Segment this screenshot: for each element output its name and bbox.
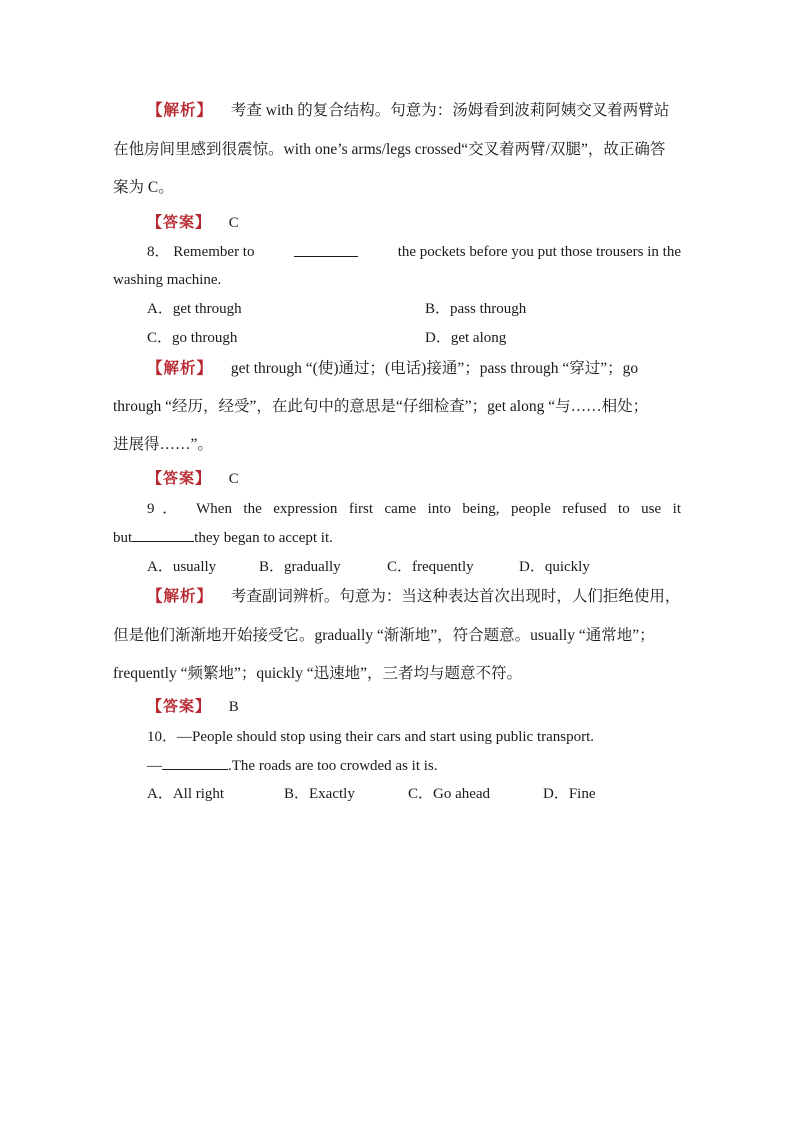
q9-analysis-line1 — [113, 587, 715, 607]
q8-stem-line2: washing machine. — [113, 272, 222, 288]
q8-answer — [113, 469, 715, 489]
q10-stem-line2 — [113, 755, 715, 776]
answer-blank — [294, 242, 358, 257]
q9-stem-line1: 9． When the expression first came into being, people refused to use it — [147, 501, 681, 517]
analysis-text: 考查 with 的复合结构。句意为：汤姆看到波莉阿姨交叉着两臂站 — [230, 102, 670, 119]
q9-option-a: A．usually — [147, 559, 217, 575]
analysis-tag: 【解析】 — [147, 360, 214, 377]
answer-tag: 【答案】 — [147, 471, 212, 487]
q8-analysis-line1 — [113, 359, 715, 379]
q8-analysis-line3: 进展得……”。 — [113, 436, 213, 453]
q9-answer — [113, 697, 715, 717]
q8-stem-part1: 8． Remember to — [147, 244, 255, 260]
q10-option-b: B．Exactly — [284, 786, 355, 802]
q7-analysis-line2: 在他房间里感到很震惊。with one’s arms/legs crossed“交叉着两臂/双腿”，故正确答 — [113, 141, 666, 158]
q9-analysis-line2: 但是他们渐渐地开始接受它。gradually “渐渐地”，符合题意。usually “通常地”； — [113, 627, 655, 644]
answer-tag: 【答案】 — [147, 215, 212, 231]
q8-option-a: A．get through — [147, 301, 242, 317]
q8-stem-part2: the pockets before you put those trousers in the — [397, 244, 681, 260]
analysis-text: 考查副词辨析。句意为：当这种表达首次出现时，人们拒绝使用， — [230, 588, 681, 605]
q8-option-c: C．go through — [147, 330, 238, 346]
analysis-tag: 【解析】 — [147, 102, 214, 119]
q8-option-d: D．get along — [425, 330, 507, 346]
q10-option-c: C．Go ahead — [408, 786, 491, 802]
analysis-tag: 【解析】 — [147, 588, 214, 605]
q8-option-b: B．pass through — [425, 301, 527, 317]
q9-option-b: B．gradually — [259, 559, 341, 575]
q10-option-d: D．Fine — [543, 786, 596, 802]
answer-tag: 【答案】 — [147, 699, 212, 715]
q9-option-c: C．frequently — [387, 559, 474, 575]
q10-option-a: A．All right — [147, 786, 225, 802]
answer-blank — [162, 755, 228, 770]
analysis-text: get through “(使)通过；(电话)接通”；pass through “穿过”；go — [230, 360, 639, 377]
q10-stem-part2: .The roads are too crowded as it is. — [228, 758, 438, 774]
q7-analysis-line3: 案为 C。 — [113, 179, 174, 196]
q8-analysis-line2: through “经历，经受”，在此句中的意思是“仔细检查”；get along “与……相处； — [113, 398, 649, 415]
q7-answer — [113, 213, 715, 233]
q9-option-d: D．quickly — [519, 559, 590, 575]
q9-stem-line2 — [113, 527, 681, 548]
q9-stem-part2: they began to accept it. — [194, 530, 333, 546]
answer-value: C — [228, 215, 239, 231]
q7-analysis-line1 — [113, 101, 715, 121]
answer-blank — [132, 527, 194, 542]
q8-stem-line1 — [113, 242, 681, 262]
answer-value: B — [228, 699, 239, 715]
q10-dash: — — [147, 758, 162, 774]
q10-stem-line1: 10．—People should stop using their cars and start using public transport. — [147, 729, 595, 745]
q9-analysis-line3: frequently “频繁地”；quickly “迅速地”，三者均与题意不符。 — [113, 665, 522, 682]
answer-value: C — [228, 471, 239, 487]
q9-stem-part1: but — [113, 530, 133, 546]
